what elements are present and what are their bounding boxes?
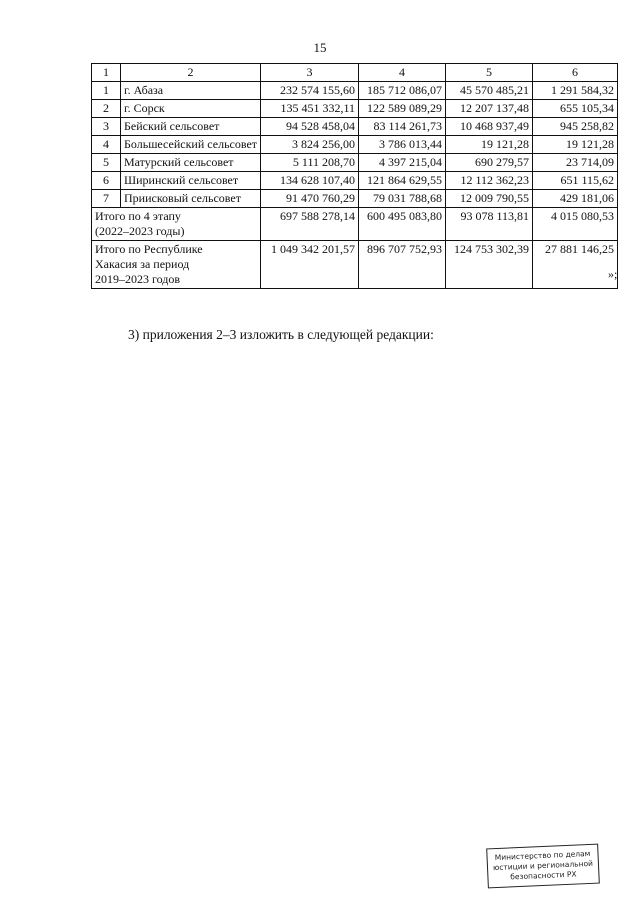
total-label-line: Итого по 4 этапу (95, 209, 181, 223)
row-number: 2 (92, 100, 121, 118)
total-stage-row (92, 208, 618, 241)
row-value: 185 712 086,07 (359, 82, 446, 100)
row-number: 5 (92, 154, 121, 172)
row-name: г. Сорск (121, 100, 261, 118)
row-value: 5 111 208,70 (261, 154, 359, 172)
row-value: 651 115,62 (533, 172, 618, 190)
row-value: 1 291 584,32 (533, 82, 618, 100)
data-table (91, 63, 618, 289)
row-name: Большесейский сельсовет (121, 136, 261, 154)
row-value: 121 864 629,55 (359, 172, 446, 190)
row-value: 122 589 089,29 (359, 100, 446, 118)
stamp-line: безопасности РХ (510, 869, 577, 882)
table-row (92, 118, 618, 136)
row-value: 79 031 788,68 (359, 190, 446, 208)
total-label-line: Итого по Республике (95, 242, 203, 256)
table-row (92, 172, 618, 190)
total-label-line: (2022–2023 годы) (95, 224, 185, 238)
row-value: 94 528 458,04 (261, 118, 359, 136)
row-value: 655 105,34 (533, 100, 618, 118)
table-row (92, 82, 618, 100)
row-value: 12 009 790,55 (446, 190, 533, 208)
row-value: 690 279,57 (446, 154, 533, 172)
ministry-stamp (486, 844, 600, 889)
header-cell: 6 (533, 64, 618, 82)
total-value: 27 881 146,25 (533, 241, 618, 289)
row-name: Матурский сельсовет (121, 154, 261, 172)
table-header-row (92, 64, 618, 82)
row-value: 23 714,09 (533, 154, 618, 172)
row-value: 19 121,28 (446, 136, 533, 154)
page-number: 15 (313, 40, 327, 55)
row-value: 4 397 215,04 (359, 154, 446, 172)
total-value: 697 588 278,14 (261, 208, 359, 241)
row-value: 19 121,28 (533, 136, 618, 154)
row-value: 134 628 107,40 (261, 172, 359, 190)
row-number: 4 (92, 136, 121, 154)
total-value: 4 015 080,53 (533, 208, 618, 241)
header-cell: 1 (92, 64, 121, 82)
table-row (92, 136, 618, 154)
total-value: 1 049 342 201,57 (261, 241, 359, 289)
header-cell: 3 (261, 64, 359, 82)
row-name: г. Абаза (121, 82, 261, 100)
row-value: 91 470 760,29 (261, 190, 359, 208)
total-label-line: 2019–2023 годов (95, 272, 181, 286)
row-value: 945 258,82 (533, 118, 618, 136)
header-cell: 4 (359, 64, 446, 82)
table-row (92, 154, 618, 172)
row-name: Приисковый сельсовет (121, 190, 261, 208)
row-value: 3 786 013,44 (359, 136, 446, 154)
row-value: 83 114 261,73 (359, 118, 446, 136)
stamp-line: юстиции и региональной (492, 858, 594, 873)
table-row (92, 190, 618, 208)
table-row (92, 100, 618, 118)
amendment-paragraph: 3) приложения 2–3 изложить в следующей редакции: (128, 327, 434, 342)
row-number: 7 (92, 190, 121, 208)
total-republic-label (92, 241, 261, 289)
row-value: 232 574 155,60 (261, 82, 359, 100)
row-value: 45 570 485,21 (446, 82, 533, 100)
row-name: Бейский сельсовет (121, 118, 261, 136)
row-number: 3 (92, 118, 121, 136)
row-value: 12 207 137,48 (446, 100, 533, 118)
closing-quote: »; (608, 267, 618, 281)
row-value: 3 824 256,00 (261, 136, 359, 154)
stamp-line: Министерство по делам (494, 848, 591, 863)
total-value: 93 078 113,81 (446, 208, 533, 241)
row-name: Ширинский сельсовет (121, 172, 261, 190)
row-number: 6 (92, 172, 121, 190)
header-cell: 2 (121, 64, 261, 82)
row-number: 1 (92, 82, 121, 100)
total-value: 124 753 302,39 (446, 241, 533, 289)
total-stage-label (92, 208, 261, 241)
row-value: 135 451 332,11 (261, 100, 359, 118)
total-label-line: Хакасия за период (95, 257, 190, 271)
total-value: 896 707 752,93 (359, 241, 446, 289)
header-cell: 5 (446, 64, 533, 82)
row-value: 10 468 937,49 (446, 118, 533, 136)
total-republic-row (92, 241, 618, 289)
row-value: 429 181,06 (533, 190, 618, 208)
total-value: 600 495 083,80 (359, 208, 446, 241)
row-value: 12 112 362,23 (446, 172, 533, 190)
